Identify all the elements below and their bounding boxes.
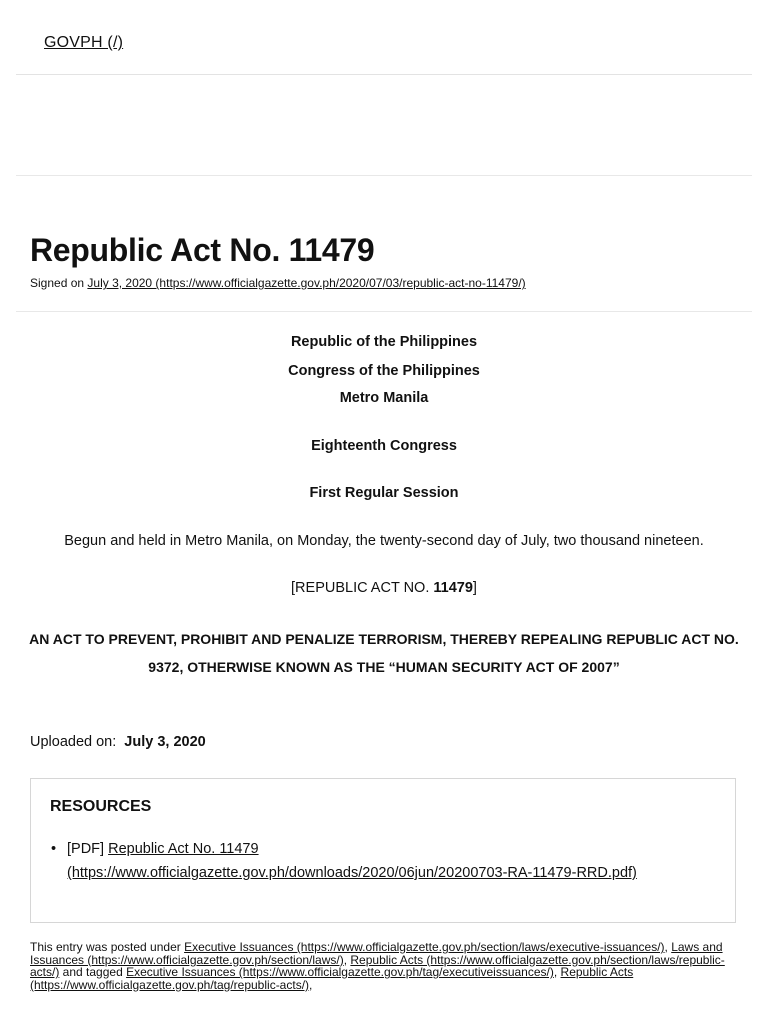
tagged-label: and tagged [59, 965, 127, 980]
uploaded-label: Uploaded on: [30, 734, 117, 750]
separator: , [553, 965, 561, 980]
category-republic-acts[interactable]: Republic Acts (https://www.officialgazette.gov.ph/section/laws/republic-acts/) [30, 952, 725, 980]
signed-date-link[interactable]: July 3, 2020 (https://www.officialgazette.gov.ph/2020/07/03/republic-act-no-11479/) [87, 276, 526, 290]
posted-under-label: This entry was posted under [30, 940, 185, 954]
title-divider [16, 311, 752, 312]
resources-box [30, 778, 736, 923]
page-title: Republic Act No. 11479 [30, 232, 375, 268]
act-title-line-1: AN ACT TO PREVENT, PROHIBIT AND PENALIZE TERRORISM, THEREBY REPEALING REPUBLIC ACT NO. [29, 631, 739, 647]
signed-on [30, 276, 526, 290]
entry-footer [30, 941, 738, 991]
act-title-line-2: 9372, OTHERWISE KNOWN AS THE “HUMAN SECURITY ACT OF 2007” [148, 659, 620, 675]
tag-executive-issuances[interactable]: Executive Issuances (https://www.officialgazette.gov.ph/tag/executiveissuances/) [126, 965, 554, 980]
list-item [50, 837, 710, 885]
resources-heading: RESOURCES [50, 798, 152, 815]
category-executive-issuances[interactable]: Executive Issuances (https://www.officialgazette.gov.ph/section/laws/executive-issuances/) [184, 940, 665, 954]
ra-number: 11479 [433, 580, 473, 596]
header-divider [16, 175, 752, 176]
ra-prefix: [REPUBLIC ACT NO. [291, 580, 434, 596]
bullet-icon: • [51, 841, 57, 857]
uploaded-date: July 3, 2020 [124, 734, 206, 750]
congress-heading: Congress of the Philippines [288, 363, 480, 379]
congress-number: Eighteenth Congress [311, 438, 457, 454]
uploaded-on [30, 734, 206, 750]
pdf-url-link[interactable]: (https://www.officialgazette.gov.ph/downloads/2020/06jun/20200703-RA-11479-RRD.pdf) [67, 865, 637, 881]
separator: , [664, 940, 672, 954]
signed-label: Signed on [30, 276, 85, 290]
republic-act-number [16, 580, 752, 596]
ra-suffix: ] [472, 580, 477, 596]
separator: , [309, 977, 313, 992]
begun-text: Begun and held in Metro Manila, on Monday, the twenty-second day of July, two thousand nineteen. [64, 533, 704, 549]
republic-heading: Republic of the Philippines [290, 334, 478, 350]
act-title [28, 625, 740, 681]
separator: , [343, 952, 351, 967]
session-heading: First Regular Session [309, 485, 459, 501]
resources-list [50, 837, 710, 885]
top-bar [16, 0, 752, 75]
pdf-link[interactable]: Republic Act No. 11479 [108, 841, 259, 857]
city-heading: Metro Manila [339, 390, 429, 406]
tag-republic-acts[interactable]: Republic Acts (https://www.officialgazette.gov.ph/tag/republic-acts/) [30, 965, 634, 992]
govph-home-link[interactable]: GOVPH (/) [44, 34, 124, 51]
category-laws-and-issuances[interactable]: Laws and Issuances (https://www.officialgazette.gov.ph/section/laws/) [30, 940, 723, 967]
resource-type: [PDF] [67, 841, 109, 857]
